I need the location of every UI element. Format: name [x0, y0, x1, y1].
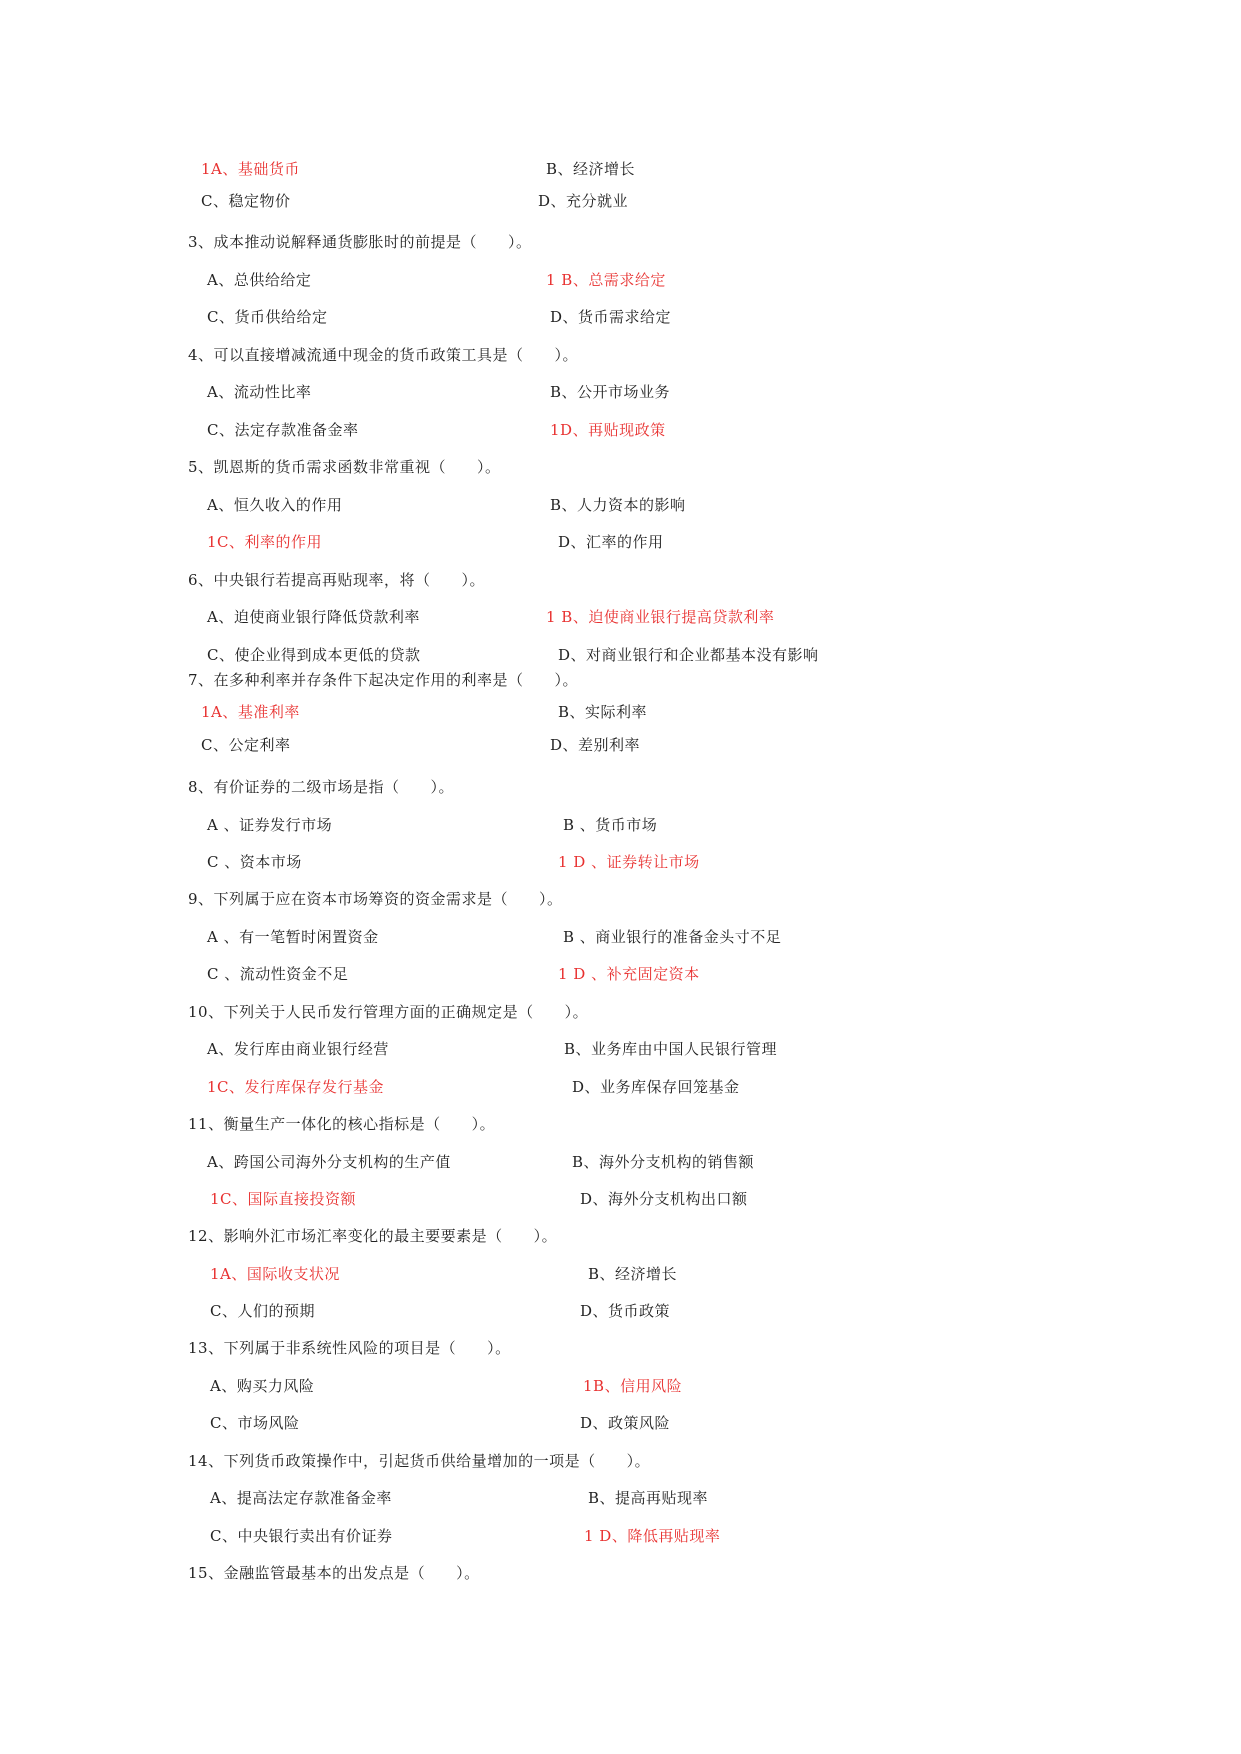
question-text: B、经济增长: [546, 160, 636, 178]
question-text: A、流动性比率: [207, 383, 312, 401]
question-text: 9、下列属于应在资本市场筹资的资金需求是（ ）。: [188, 890, 563, 908]
question-text: B 、商业银行的准备金头寸不足: [563, 928, 782, 946]
answer-text: 1 B、总需求给定: [546, 271, 666, 289]
question-text: B、海外分支机构的销售额: [572, 1153, 755, 1171]
question-text: 5、凯恩斯的货币需求函数非常重视（ ）。: [188, 458, 501, 476]
question-text: B 、货币市场: [563, 816, 658, 834]
question-text: B、业务库由中国人民银行管理: [564, 1040, 778, 1058]
question-text: C、使企业得到成本更低的贷款: [207, 646, 421, 664]
question-text: D、汇率的作用: [558, 533, 664, 551]
question-text: A、总供给给定: [207, 271, 312, 289]
question-text: 10、下列关于人民币发行管理方面的正确规定是（ ）。: [188, 1003, 589, 1021]
question-text: 3、成本推动说解释通货膨胀时的前提是（ ）。: [188, 233, 532, 251]
answer-text: 1 D 、证券转让市场: [558, 853, 700, 871]
question-text: D、货币政策: [580, 1302, 671, 1320]
question-text: C、稳定物价: [201, 192, 291, 210]
answer-text: 1C、国际直接投资额: [210, 1190, 357, 1208]
question-text: B、人力资本的影响: [550, 496, 686, 514]
question-text: 15、金融监管最基本的出发点是（ ）。: [188, 1564, 480, 1582]
question-text: 8、有价证券的二级市场是指（ ）。: [188, 778, 455, 796]
answer-text: 1 D、降低再贴现率: [584, 1527, 721, 1545]
answer-text: 1 D 、补充固定资本: [558, 965, 700, 983]
answer-text: 1D、再贴现政策: [550, 421, 666, 439]
question-text: C、法定存款准备金率: [207, 421, 359, 439]
question-text: A、购买力风险: [210, 1377, 315, 1395]
question-text: 12、影响外汇市场汇率变化的最主要要素是（ ）。: [188, 1227, 558, 1245]
question-text: A、跨国公司海外分支机构的生产值: [207, 1153, 451, 1171]
answer-text: 1C、发行库保存发行基金: [207, 1078, 385, 1096]
question-text: B、提高再贴现率: [588, 1489, 709, 1507]
question-text: A、提高法定存款准备金率: [210, 1489, 392, 1507]
question-text: D、对商业银行和企业都基本没有影响: [558, 646, 819, 664]
question-text: C、人们的预期: [210, 1302, 315, 1320]
question-text: A、迫使商业银行降低贷款利率: [207, 608, 420, 626]
question-text: C、公定利率: [201, 736, 291, 754]
question-text: B、公开市场业务: [550, 383, 671, 401]
question-text: 14、下列货币政策操作中，引起货币供给量增加的一项是（ ）。: [188, 1452, 651, 1470]
question-text: C、货币供给给定: [207, 308, 328, 326]
question-text: A 、证券发行市场: [207, 816, 333, 834]
question-text: C 、资本市场: [207, 853, 302, 871]
question-text: B、实际利率: [558, 703, 648, 721]
question-text: A、恒久收入的作用: [207, 496, 343, 514]
question-text: 11、衡量生产一体化的核心指标是（ ）。: [188, 1115, 496, 1133]
question-text: 13、下列属于非系统性风险的项目是（ ）。: [188, 1339, 511, 1357]
question-text: D、充分就业: [538, 192, 629, 210]
question-text: A、发行库由商业银行经营: [207, 1040, 389, 1058]
question-text: D、海外分支机构出口额: [580, 1190, 748, 1208]
question-text: D、差别利率: [550, 736, 641, 754]
answer-text: 1A、基础货币: [201, 160, 300, 178]
answer-text: 1B、信用风险: [583, 1377, 683, 1395]
question-text: D、货币需求给定: [550, 308, 672, 326]
question-text: B、经济增长: [588, 1265, 678, 1283]
answer-text: 1 B、迫使商业银行提高贷款利率: [546, 608, 775, 626]
question-text: C 、流动性资金不足: [207, 965, 349, 983]
question-text: A 、有一笔暂时闲置资金: [207, 928, 379, 946]
answer-text: 1A、国际收支状况: [210, 1265, 340, 1283]
question-text: C、市场风险: [210, 1414, 300, 1432]
question-text: D、业务库保存回笼基金: [572, 1078, 740, 1096]
question-text: D、政策风险: [580, 1414, 671, 1432]
answer-text: 1A、基准利率: [201, 703, 300, 721]
question-text: C、中央银行卖出有价证券: [210, 1527, 393, 1545]
question-text: 7、在多种利率并存条件下起决定作用的利率是（ ）。: [188, 671, 579, 689]
answer-text: 1C、利率的作用: [207, 533, 323, 551]
question-text: 4、可以直接增减流通中现金的货币政策工具是（ ）。: [188, 346, 579, 364]
question-text: 6、中央银行若提高再贴现率，将（ ）。: [188, 571, 486, 589]
